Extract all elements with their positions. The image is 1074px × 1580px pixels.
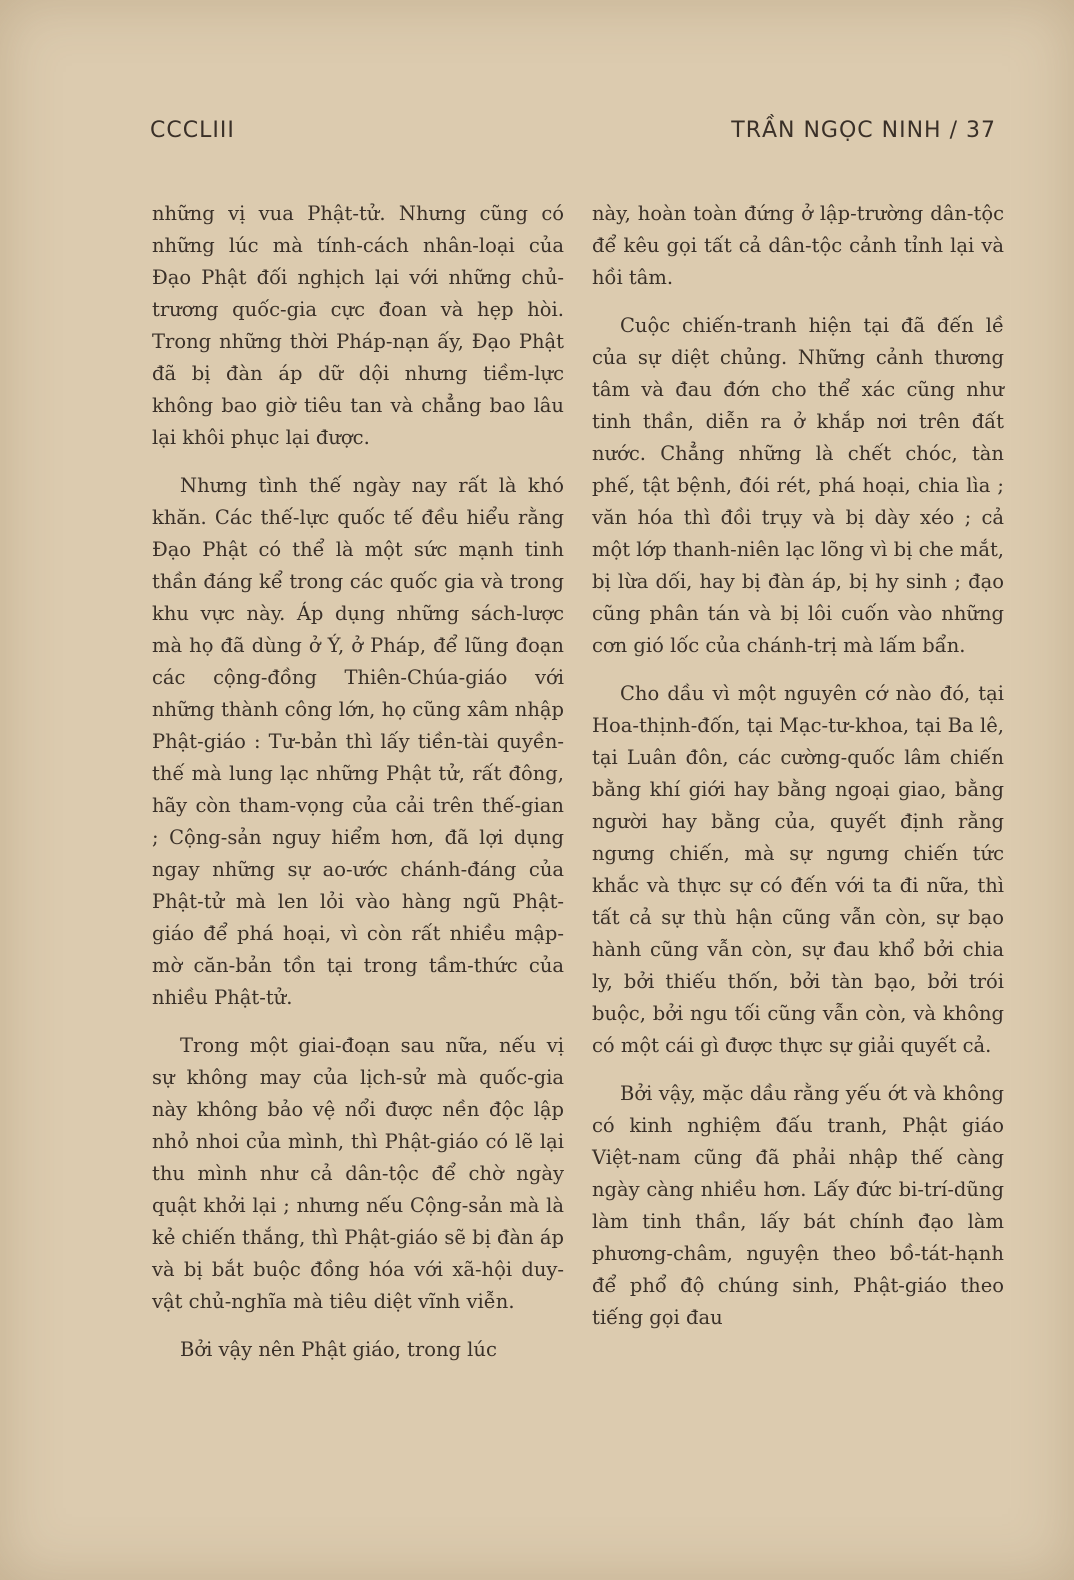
left-column [152, 198, 564, 1382]
right-paragraph-3: Cho dầu vì một nguyên cớ nào đó, tại Hoa-thịnh-đốn, tại Mạc-tư-khoa, tại Ba lê, tại Luân đôn, các cường-quốc lâm chiến bằng khí giới hay bằng ngoại giao, bằng người hay bằng của, quyết định rằng ngưng chiến, mà sự ngưng chiến tức khắc và thực sự có đến với ta đi nữa, thì tất cả sự thù hận cũng vẫn còn, sự bạo hành cũng vẫn còn, sự đau khổ bởi chia ly, bởi thiếu thốn, bởi tàn bạo, bởi trói buộc, bởi ngu tối cũng vẫn còn, và không có một cái gì được thực sự giải quyết cả. [592, 682, 1004, 1057]
right-paragraph-1: này, hoàn toàn đứng ở lập-trường dân-tộc để kêu gọi tất cả dân-tộc cảnh tỉnh lại và hồi tâm. [592, 202, 1004, 289]
header-roman-number: CCCLIII [150, 118, 235, 143]
running-header [150, 118, 996, 143]
header-author-page: TRẦN NGỌC NINH / 37 [731, 118, 996, 143]
left-paragraph-4: Bởi vậy nên Phật giáo, trong lúc [180, 1338, 497, 1361]
right-column [592, 198, 1004, 1350]
right-paragraph-2: Cuộc chiến-tranh hiện tại đã đến lề của sự diệt chủng. Những cảnh thương tâm và đau đớn cho thể xác cũng như tinh thần, diễn ra ở khắp nơi trên đất nước. Chẳng những là chết chóc, tàn phế, tật bệnh, đói rét, phá hoại, chia lìa ; văn hóa thì đồi trụy và bị dày xéo ; cả một lớp thanh-niên lạc lõng vì bị che mắt, bị lừa dối, hay bị đàn áp, bị hy sinh ; đạo cũng phân tán và bị lôi cuốn vào những cơn gió lốc của chánh-trị mà lấm bẩn. [592, 314, 1004, 657]
left-paragraph-3: Trong một giai-đoạn sau nữa, nếu vị sự không may của lịch-sử mà quốc-gia này không bảo vệ nổi được nền độc lập nhỏ nhoi của mình, thì Phật-giáo có lẽ lại thu mình như cả dân-tộc để chờ ngày quật khởi lại ; nhưng nếu Cộng-sản mà là kẻ chiến thắng, thì Phật-giáo sẽ bị đàn áp và bị bắt buộc đồng hóa với xã-hội duy-vật chủ-nghĩa mà tiêu diệt vĩnh viễn. [152, 1034, 564, 1313]
right-paragraph-4: Bởi vậy, mặc dầu rằng yếu ớt và không có kinh nghiệm đấu tranh, Phật giáo Việt-nam cũng đã phải nhập thế càng ngày càng nhiều hơn. Lấy đức bi-trí-dũng làm tinh thần, lấy bát chính đạo làm phương-châm, nguyện theo bồ-tát-hạnh để phổ độ chúng sinh, Phật-giáo theo tiếng gọi đau [592, 1082, 1004, 1329]
left-paragraph-2: Nhưng tình thế ngày nay rất là khó khăn. Các thế-lực quốc tế đều hiểu rằng Đạo Phật có thể là một sức mạnh tinh thần đáng kể trong các quốc gia và trong khu vực này. Áp dụng những sách-lược mà họ đã dùng ở Ý, ở Pháp, để lũng đoạn các cộng-đồng Thiên-Chúa-giáo với những thành công lớn, họ cũng xâm nhập Phật-giáo : Tư-bản thì lấy tiền-tài quyền-thế mà lung lạc những Phật tử, rất đông, hãy còn tham-vọng của cải trên thế-gian ; Cộng-sản nguy hiểm hơn, đã lợi dụng ngay những sự ao-ước chánh-đáng của Phật-tử mà len lỏi vào hàng ngũ Phật-giáo để phá hoại, vì còn rất nhiều mập-mờ căn-bản tồn tại trong tầm-thức của nhiều Phật-tử. [152, 474, 564, 1009]
left-paragraph-1: những vị vua Phật-tử. Nhưng cũng có những lúc mà tính-cách nhân-loại của Đạo Phật đối nghịch lại với những chủ-trương quốc-gia cực đoan và hẹp hòi. Trong những thời Pháp-nạn ấy, Đạo Phật đã bị đàn áp dữ dội nhưng tiềm-lực không bao giờ tiêu tan và chẳng bao lâu lại khôi phục lại được. [152, 202, 564, 449]
